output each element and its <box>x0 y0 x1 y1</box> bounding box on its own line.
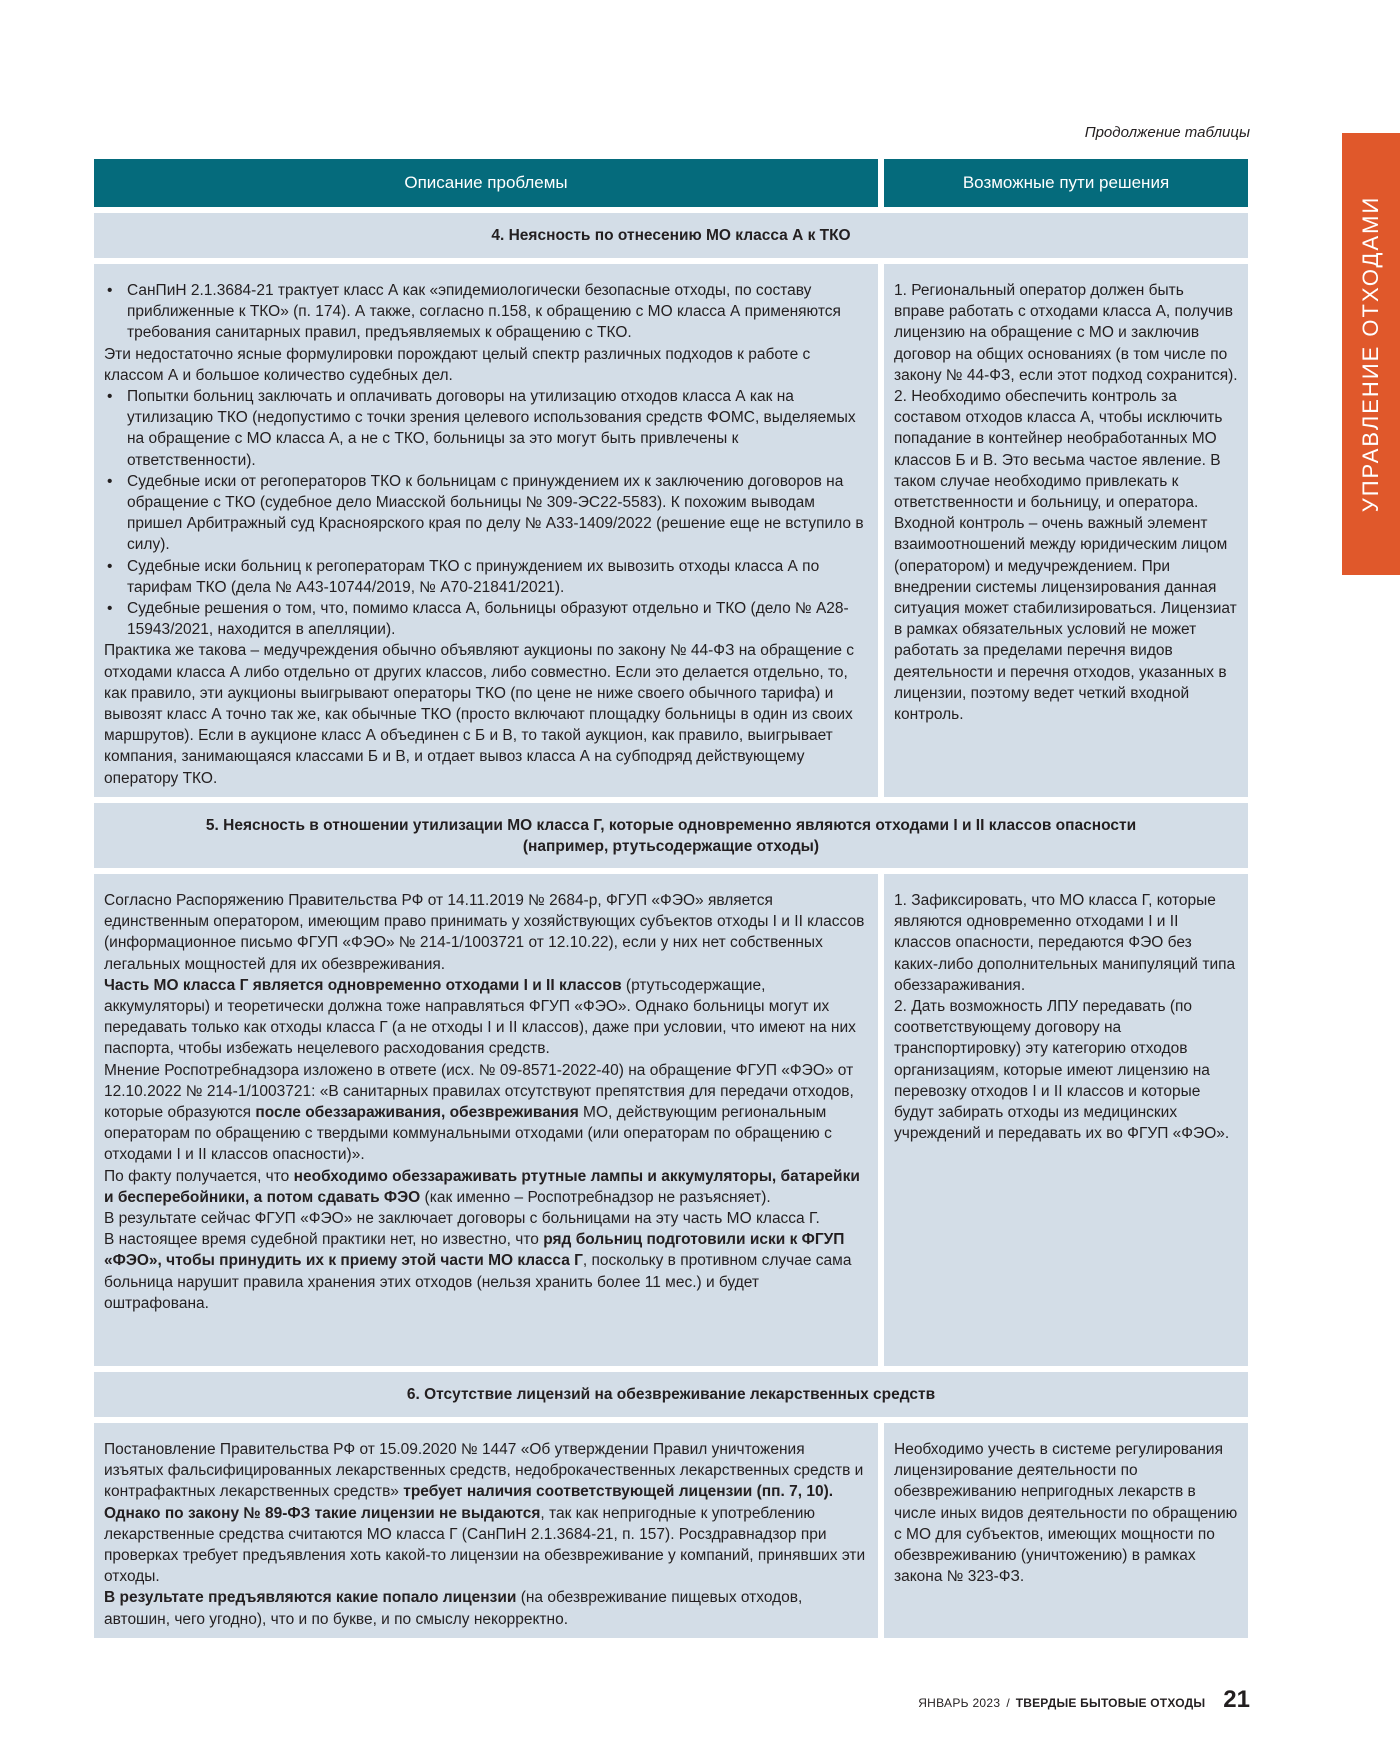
section-6-problem <box>94 1423 878 1638</box>
section-5-paragraph-3-b: МО, действующим региональным операторам по обращению с твердыми коммунальными отходами (или операторам по обращению с отходами I и II классов опасности)». <box>104 1104 832 1164</box>
section-5-title-line-2: (например, ртутьсодержащие отходы) <box>522 837 820 855</box>
section-5-paragraph-1: Согласно Распоряжению Правительства РФ от 14.11.2019 № 2684-р, ФГУП «ФЭО» является единственным оператором, имеющим право принимать у хозяйствующих субъектов отходы I и II классов (информационное письмо ФГУП «ФЭО» № 214-1/1003721 от 12.10.22), если у них нет собственных легальных мощностей для их обезвреживания. <box>104 892 865 973</box>
section-5-problem <box>94 874 878 1366</box>
section-6-paragraph-2 <box>104 1587 868 1629</box>
section-5-paragraph-3 <box>104 1060 868 1166</box>
section-4-problem <box>94 264 878 797</box>
page-footer <box>918 1686 1250 1714</box>
header-problem-description: Описание проблемы <box>94 159 878 207</box>
section-4-solution: 1. Региональный оператор должен быть вправе работать с отходами класса А, получив лицензию на обращение с МО и заключив договор на общих основаниях (в том числе по закону № 44-ФЗ, если этот подход сохранится). 2. Необходимо обеспечить контроль за составом отходов класса А, чтобы исключить попадание в контейнер необработанных МО классов Б и В. Это весьма частое явление. В таком случае необходимо привлекать к ответственности и больницу, и оператора. Входной контроль – очень важный элемент взаимоотношений между юридическим лицом (оператором) и медучреждением. При внедрении системы лицензирования данная ситуация может стабилизироваться. Лицензиат в рамках обязательных условий не может работать за пределами перечня видов деятельности и перечня отходов, указанных в лицензии, поэтому ведет четкий входной контроль. <box>884 264 1248 797</box>
page-number: 21 <box>1223 1686 1250 1713</box>
problems-table <box>94 159 1248 1644</box>
footer-separator: / <box>1006 1696 1010 1710</box>
section-4-title-text: 4. Неясность по отнесению МО класса А к ТКО <box>491 227 851 244</box>
section-4-paragraph-2: Эти недостаточно ясные формулировки порождают целый спектр различных подходов к работе с классом А и большое количество судебных дел. <box>104 345 811 384</box>
section-5-paragraph-6-bold: ряд больниц подготовили иски к ФГУП «ФЭО», чтобы принудить их к приему этой части МО класса Г <box>104 1231 845 1270</box>
section-5-title-line-1: 5. Неясность в отношении утилизации МО класса Г, которые одновременно являются отходами I и II классов опасности <box>205 816 1137 834</box>
section-5-paragraph-6-a: В настоящее время судебной практики нет, но известно, что <box>104 1231 544 1249</box>
section-side-tab-label: УПРАВЛЕНИЕ ОТХОДАМИ <box>1358 195 1383 513</box>
section-4-row <box>94 264 1248 797</box>
section-6-title <box>94 1372 1248 1417</box>
section-5-paragraph-5: В результате сейчас ФГУП «ФЭО» не заключает договоры с больницами на эту часть МО класса Г. <box>104 1210 820 1228</box>
section-6-paragraph-2-bold: В результате предъявляются какие попало лицензии <box>104 1589 517 1607</box>
table-header <box>94 159 1248 207</box>
section-4-bullet-2: • Попытки больниц заключать и оплачивать договоры на утилизацию отходов класса А как на утилизацию ТКО (недопустимо с точки зрения целевого использования средств ФОМС, выделяемых на обращение с МО класса А, а не с ТКО, больницы за это могут быть привлечены к ответственности). <box>104 386 868 471</box>
section-5-paragraph-2-bold: Часть МО класса Г является одновременно отходами I и II классов <box>104 976 622 994</box>
section-4-bullet-4: • Судебные иски больниц к регоператорам ТКО с принуждением их вывозить отходы класса А по тарифам ТКО (дела № А43-10744/2019, № А70-21841/2021). <box>104 556 868 598</box>
section-4-paragraph-practice: Практика же такова – медучреждения обычно объявляют аукционы по закону № 44-ФЗ на обращение с отходами класса А либо отдельно от других классов, либо совместно. Если это делается отдельно, то, как правило, эти аукционы выигрывают операторы ТКО (по цене не ниже своего обычного тарифа) и вывозят класс А точно так же, как обычные ТКО (просто включают площадку больницы в один из своих маршрутов). Если в аукционе класс А объединен с Б и В, то такой аукцион, как правило, выигрывает компания, занимающаяся классами Б и В, и отдает вывоз класса А на субподряд действующему оператору ТКО. <box>104 642 855 787</box>
section-6-paragraph-1-bold: требует наличия соответствующей лицензии (пп. 7, 10). Однако по закону № 89-ФЗ такие лицензии не выдаются <box>104 1483 834 1522</box>
section-4-bullet-5: • Судебные решения о том, что, помимо класса А, больницы образуют отдельно и ТКО (дело № А28-15943/2021, находится в апелляции). <box>104 598 868 640</box>
section-side-tab <box>1342 133 1400 575</box>
section-5-solution: 1. Зафиксировать, что МО класса Г, которые являются одновременно отходами I и II классов опасности, передаются ФЭО без каких-либо дополнительных манипуляций типа обеззараживания. 2. Дать возможность ЛПУ передавать (по соответствующему договору на транспортировку) эту категорию отходов организациям, которые имеют лицензию на перевозку отходов I и II классов и которые будут забирать отходы из медицинских учреждений и передавать их во ФГУП «ФЭО». <box>884 874 1248 1366</box>
magazine-title: ТВЕРДЫЕ БЫТОВЫЕ ОТХОДЫ <box>1015 1696 1206 1710</box>
section-5-paragraph-6 <box>104 1229 868 1314</box>
section-6-paragraph-1 <box>104 1439 868 1587</box>
section-5-paragraph-3-bold: после обеззараживания, обезвреживания <box>255 1104 579 1122</box>
section-5-paragraph-2-rest: (ртутьсодержащие, аккумуляторы) и теоретически должна тоже направляться ФГУП «ФЭО». Однако больницы могут их передавать только как отходы класса Г (а не отходы I и II классов), даже при условии, что имеют на них паспорта, чтобы избежать нецелевого расходования средств. <box>104 976 856 1058</box>
section-5-paragraph-6-b: , поскольку в противном случае сама больница нарушит правила хранения этих отходов (нельзя хранить более 11 мес.) и будет оштрафована. <box>104 1252 852 1312</box>
table-continuation-caption: Продолжение таблицы <box>1084 124 1250 141</box>
section-6-paragraph-1-a: Постановление Правительства РФ от 15.09.2020 № 1447 «Об утверждении Правил уничтожения изъятых фальсифицированных лекарственных средств, недоброкачественных лекарственных средств и контрафактных лекарственных средств» <box>104 1441 864 1501</box>
section-6-paragraph-2-rest: (на обезвреживание пищевых отходов, автошин, чего угодно), что и по букве, и по смыслу некорректно. <box>104 1589 803 1628</box>
section-5-paragraph-4-b: (как именно – Роспотребнадзор не разъясняет). <box>420 1188 771 1206</box>
section-5-row <box>94 874 1248 1366</box>
section-5-paragraph-4-a: По факту получается, что <box>104 1167 294 1185</box>
section-4-bullet-1: • СанПиН 2.1.3684-21 трактует класс А как «эпидемиологически безопасные отходы, по составу приближенные к ТКО» (п. 174). А также, согласно п.158, к обращению с МО класса А применяются требования санитарных правил, предъявляемых к обращению с ТКО. <box>104 280 868 344</box>
section-5-paragraph-2 <box>104 975 868 1060</box>
section-5-title <box>94 803 1248 868</box>
section-6-row <box>94 1423 1248 1638</box>
section-6-paragraph-1-b: , так как непригодные к употреблению лекарственные средства считаются МО класса Г (СанПиН 2.1.3684-21, п. 157). Росздравнадзор при проверках требует предъявления хоть какой-то лицензии на обезвреживание у компаний, принявших эти отходы. <box>104 1504 866 1586</box>
header-possible-solutions: Возможные пути решения <box>884 159 1248 207</box>
section-4-title <box>94 213 1248 258</box>
section-5-paragraph-4-bold: необходимо обеззараживать ртутные лампы и аккумуляторы, батарейки и бесперебойники, а потом сдавать ФЭО <box>104 1167 860 1206</box>
section-5-paragraph-3-a: Мнение Роспотребнадзора изложено в ответе (исх. № 09-8571-2022-40) на обращение ФГУП «ФЭО» от 12.10.2022 № 214-1/1003721: «В санитарных правилах отсутствуют препятствия для передачи отходов, которые образуются <box>104 1061 854 1122</box>
issue-date: ЯНВАРЬ 2023 <box>918 1696 1001 1710</box>
section-6-title-text: 6. Отсутствие лицензий на обезвреживание лекарственных средств <box>406 1386 936 1403</box>
section-4-bullet-3: • Судебные иски от регоператоров ТКО к больницам с принуждением их к заключению договоров на обращение с ТКО (судебное дело Миасской больницы № 309-ЭС22-5583). К похожим выводам пришел Арбитражный суд Красноярского края по делу № А33-1409/2022 (решение еще не вступило в силу). <box>104 471 868 556</box>
section-6-solution: Необходимо учесть в системе регулирования лицензирование деятельности по обезвреживанию непригодных лекарств в числе иных видов деятельности по обращению с МО для субъектов, имеющих мощности по обезвреживанию (уничтожению) в рамках закона № 323-ФЗ. <box>884 1423 1248 1638</box>
section-5-paragraph-4 <box>104 1166 868 1208</box>
